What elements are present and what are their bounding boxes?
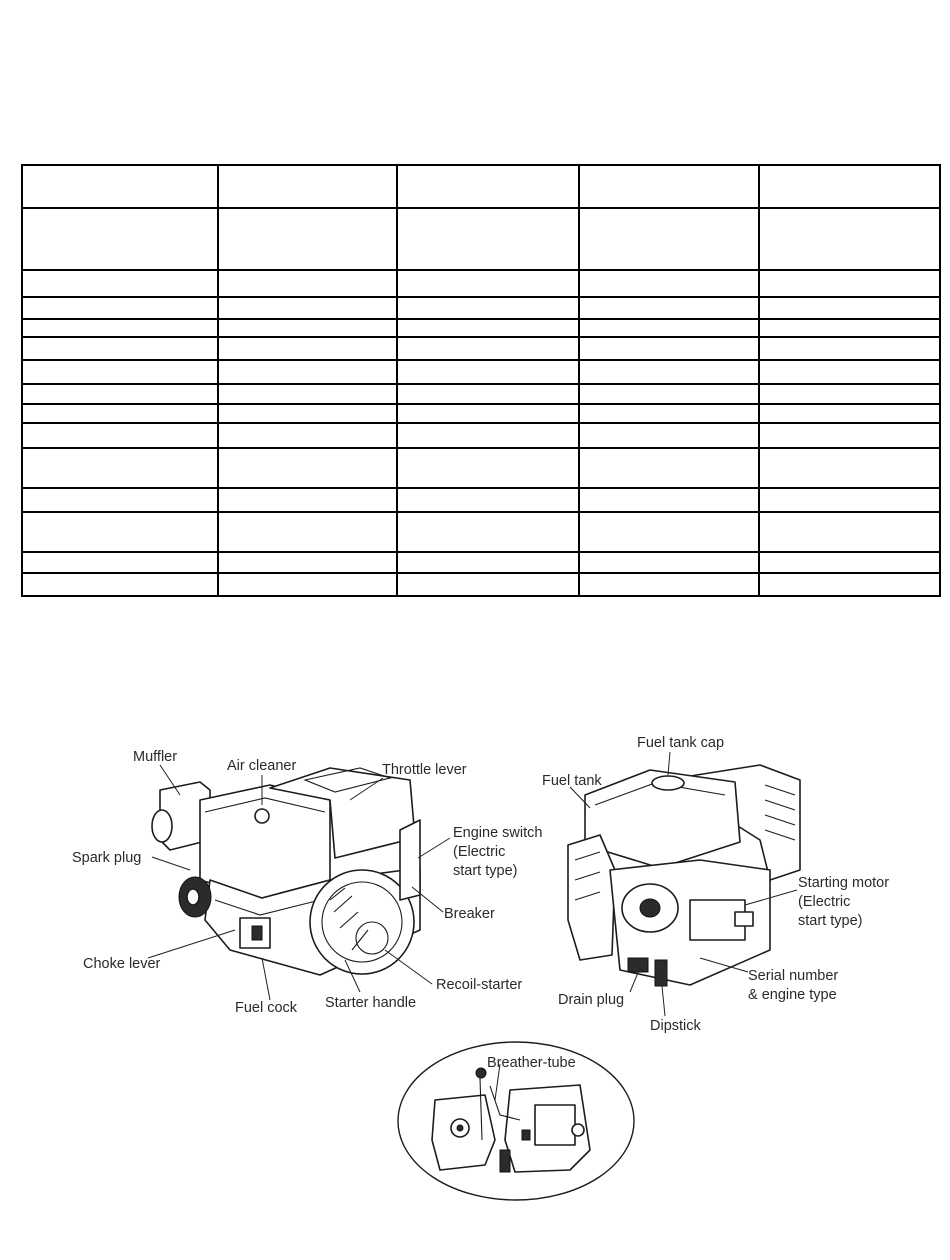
spec-table-row — [22, 270, 940, 297]
spec-table-cell — [579, 337, 759, 360]
spec-table-row — [22, 319, 940, 336]
spec-table-cell — [397, 384, 579, 404]
spec-table-row — [22, 337, 940, 360]
spec-table-cell — [397, 297, 579, 319]
spec-table-row — [22, 573, 940, 596]
spec-table-cell — [579, 423, 759, 447]
spec-table-cell — [579, 270, 759, 297]
label-dipstick: Dipstick — [650, 1018, 701, 1034]
spec-table-cell — [397, 573, 579, 596]
label-throttle-lever: Throttle lever — [382, 762, 467, 778]
label-fuel-cock: Fuel cock — [235, 1000, 298, 1016]
spec-table-cell — [579, 384, 759, 404]
spec-table-cell — [397, 512, 579, 552]
spec-table-cell — [218, 165, 397, 208]
spec-table-cell — [22, 208, 218, 270]
spec-table-cell — [759, 319, 940, 336]
label-breather-tube: Breather-tube — [487, 1055, 576, 1071]
spec-table-cell — [22, 319, 218, 336]
label-serial-number: Serial number — [748, 968, 839, 984]
label-starting-motor-line2: (Electric — [798, 894, 851, 910]
spec-table-cell — [22, 423, 218, 447]
spec-table-cell — [579, 208, 759, 270]
label-serial-number-line2: & engine type — [748, 987, 837, 1003]
spec-table-cell — [397, 488, 579, 512]
spec-table-cell — [579, 573, 759, 596]
spec-table-cell — [579, 319, 759, 336]
spec-table-row — [22, 165, 940, 208]
engine-right-drawing — [568, 765, 800, 986]
spec-table-cell — [218, 423, 397, 447]
spec-table-cell — [218, 573, 397, 596]
spec-table-row — [22, 208, 940, 270]
spec-table-cell — [22, 512, 218, 552]
spec-table-cell — [397, 404, 579, 423]
spec-table-cell — [218, 488, 397, 512]
label-engine-switch-line3: start type) — [453, 863, 518, 879]
spec-table-cell — [759, 208, 940, 270]
label-fuel-tank-cap: Fuel tank cap — [637, 735, 725, 751]
spec-table-cell — [22, 448, 218, 488]
label-starting-motor-line3: start type) — [798, 913, 863, 929]
spec-table-cell — [22, 360, 218, 384]
spec-table-cell — [22, 337, 218, 360]
spec-table-cell — [218, 360, 397, 384]
label-air-cleaner: Air cleaner — [227, 758, 297, 774]
engine-diagram-left — [60, 735, 550, 1025]
spec-table-cell — [397, 552, 579, 572]
spec-table-cell — [759, 270, 940, 297]
spec-table-cell — [579, 360, 759, 384]
label-engine-switch-line2: (Electric — [453, 844, 506, 860]
label-spark-plug: Spark plug — [72, 850, 142, 866]
spec-table-cell — [397, 337, 579, 360]
spec-table-cell — [218, 319, 397, 336]
spec-table-cell — [218, 297, 397, 319]
spec-table-cell — [397, 208, 579, 270]
spec-table-cell — [22, 404, 218, 423]
spec-table-cell — [759, 423, 940, 447]
spec-table-body — [22, 165, 940, 596]
spec-table-row — [22, 552, 940, 572]
spec-table-cell — [397, 270, 579, 297]
spec-table-cell — [759, 573, 940, 596]
spec-table-cell — [22, 165, 218, 208]
spec-table-row — [22, 488, 940, 512]
label-muffler: Muffler — [133, 749, 178, 765]
spec-table-cell — [22, 573, 218, 596]
label-choke-lever: Choke lever — [83, 956, 161, 972]
spec-table-cell — [759, 448, 940, 488]
spec-table-row — [22, 297, 940, 319]
spec-table — [21, 164, 941, 597]
spec-table-cell — [759, 552, 940, 572]
spec-table-cell — [397, 360, 579, 384]
spec-table-row — [22, 423, 940, 447]
spec-table-cell — [759, 360, 940, 384]
spec-table-cell — [22, 297, 218, 319]
spec-table-cell — [579, 404, 759, 423]
spec-table-row — [22, 384, 940, 404]
spec-table-row — [22, 512, 940, 552]
spec-table-cell — [218, 404, 397, 423]
spec-table-cell — [22, 552, 218, 572]
spec-table-cell — [22, 384, 218, 404]
label-starting-motor: Starting motor — [798, 875, 890, 891]
spec-table-cell — [579, 448, 759, 488]
label-starter-handle: Starter handle — [325, 995, 417, 1011]
spec-table-cell — [218, 208, 397, 270]
spec-table-cell — [579, 488, 759, 512]
label-drain-plug: Drain plug — [558, 992, 625, 1008]
spec-table-cell — [218, 512, 397, 552]
spec-table-cell — [397, 165, 579, 208]
spec-table-cell — [218, 552, 397, 572]
label-fuel-tank: Fuel tank — [542, 773, 602, 789]
spec-table-cell — [397, 319, 579, 336]
spec-table-cell — [397, 423, 579, 447]
spec-table-row — [22, 404, 940, 423]
spec-table-cell — [22, 270, 218, 297]
spec-table-cell — [579, 297, 759, 319]
spec-table-row — [22, 448, 940, 488]
spec-table-cell — [759, 165, 940, 208]
spec-table-cell — [218, 384, 397, 404]
spec-table-cell — [218, 270, 397, 297]
spec-table-cell — [579, 165, 759, 208]
spec-table-cell — [759, 512, 940, 552]
spec-table-cell — [579, 512, 759, 552]
label-breaker: Breaker — [444, 906, 495, 922]
spec-table-cell — [759, 488, 940, 512]
breather-tube-inset — [395, 1040, 640, 1205]
label-recoil-starter: Recoil-starter — [436, 977, 523, 993]
spec-table-cell — [218, 337, 397, 360]
label-engine-switch: Engine switch — [453, 825, 543, 841]
spec-table-cell — [579, 552, 759, 572]
spec-table-cell — [759, 404, 940, 423]
spec-table-cell — [759, 337, 940, 360]
spec-table-row — [22, 360, 940, 384]
engine-diagram-right — [540, 728, 910, 1038]
spec-table-cell — [759, 297, 940, 319]
spec-table-cell — [759, 384, 940, 404]
spec-table-cell — [22, 488, 218, 512]
spec-table-cell — [397, 448, 579, 488]
spec-table-cell — [218, 448, 397, 488]
